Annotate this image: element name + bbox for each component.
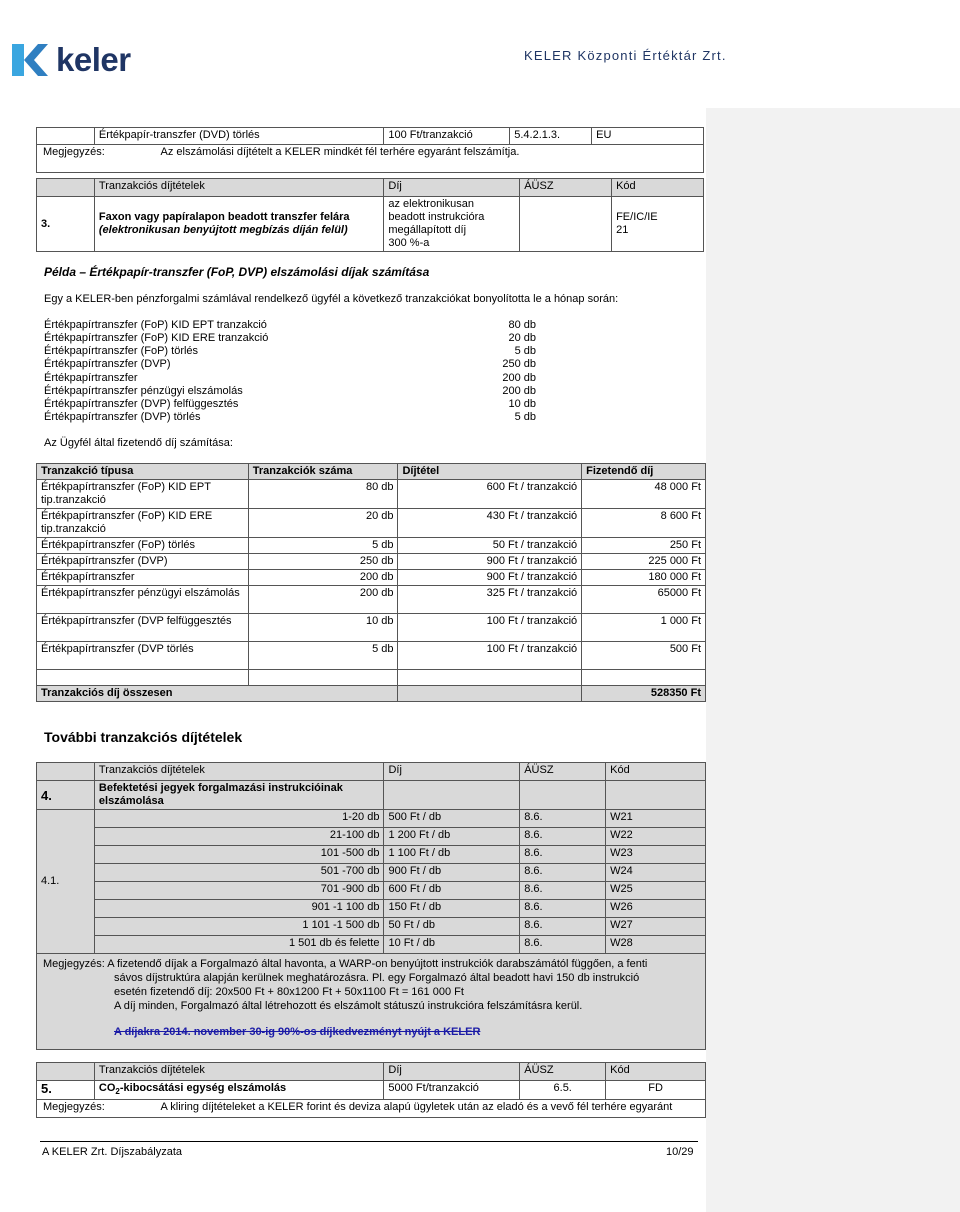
row-rate: 900 Ft / tranzakció — [398, 570, 582, 586]
t5-note — [37, 1100, 706, 1118]
tier-fee: 900 Ft / db — [384, 864, 520, 882]
row-count: 5 db — [248, 538, 398, 554]
list-item — [44, 372, 536, 385]
t3-number: 3. — [37, 197, 95, 252]
total-label: Tranzakciós díj összesen — [37, 686, 398, 702]
t4-note-line1: A fizetendő díjak a Forgalmazó által havonta, a WARP-on benyújtott instrukciók darabszámától függően, a fenti — [107, 958, 648, 970]
row-rate: 430 Ft / tranzakció — [398, 509, 582, 538]
table-row — [37, 554, 706, 570]
t5-name-suffix: -kibocsátási egység elszámolás — [119, 1082, 287, 1094]
row-rate: 100 Ft / tranzakció — [398, 614, 582, 642]
table-row — [37, 509, 706, 538]
footer-left: A KELER Zrt. Díjszabályzata — [42, 1146, 182, 1158]
t3-code — [612, 197, 704, 252]
tier-range: 901 -1 100 db — [94, 900, 384, 918]
logo-text: keler — [56, 41, 131, 78]
row-total: 1 000 Ft — [582, 614, 706, 642]
t4-note-label: Megjegyzés: — [43, 958, 105, 970]
t4-note-line3: esetén fizetendő díj: 20x500 Ft + 80x1200 Ft + 50x1100 Ft = 161 000 Ft — [114, 986, 464, 998]
t3-fee-line1: az elektronikusan — [388, 198, 474, 210]
tier-code: W22 — [606, 828, 706, 846]
table-row — [37, 918, 706, 936]
row-total: 180 000 Ft — [582, 570, 706, 586]
tier-range: 21-100 db — [94, 828, 384, 846]
tier-range: 501 -700 db — [94, 864, 384, 882]
keler-logo-icon — [8, 40, 48, 80]
table-row — [37, 936, 706, 954]
row-total: 8 600 Ft — [582, 509, 706, 538]
tier-code: W21 — [606, 810, 706, 828]
t4-sub-number: 4.1. — [37, 810, 95, 954]
calc-header-count: Tranzakciók száma — [248, 464, 398, 480]
row-count: 20 db — [248, 509, 398, 538]
t3-fee-line3: megállapított díj — [388, 224, 467, 236]
note-label: Megjegyzés: — [43, 146, 105, 158]
t4-header-ausz: ÁÜSZ — [520, 763, 606, 781]
t3-code-line2: 21 — [616, 224, 629, 236]
tier-range: 101 -500 db — [94, 846, 384, 864]
total-value: 528350 Ft — [582, 686, 706, 702]
t3-desc-line1: Faxon vagy papíralapon beadott transzfer felára — [98, 211, 350, 223]
t5-header-ausz: ÁÜSZ — [520, 1063, 606, 1081]
list-item-label: Értékpapírtranszfer (FoP) KID EPT tranzakció — [44, 319, 267, 331]
list-item-qty: 5 db — [514, 345, 536, 357]
list-item — [44, 398, 536, 411]
row-type: Értékpapírtranszfer pénzügyi elszámolás — [37, 586, 249, 614]
t3-header-ausz: ÁÜSZ — [520, 179, 612, 197]
table-row — [37, 846, 706, 864]
t3-ausz — [520, 197, 612, 252]
t4-note-line4: A díj minden, Forgalmazó által létrehozott és elszámolt státuszú instrukcióra felszámításra kerül. — [114, 1000, 583, 1012]
t5-header-fee: Díj — [384, 1063, 520, 1081]
row-rate: 600 Ft / tranzakció — [398, 480, 582, 509]
top-row-name: Értékpapír-transzfer (DVD) törlés — [94, 128, 383, 145]
list-item-label: Értékpapírtranszfer pénzügyi elszámolás — [44, 385, 243, 397]
t3-header-items: Tranzakciós díjtételek — [94, 179, 383, 197]
t5-header-code: Kód — [606, 1063, 706, 1081]
tier-code: W26 — [606, 900, 706, 918]
t3-description — [94, 197, 383, 252]
row-count: 200 db — [248, 570, 398, 586]
top-table — [36, 127, 704, 173]
tier-ausz: 8.6. — [520, 828, 606, 846]
table-3 — [36, 178, 704, 252]
margin-sidebar — [706, 108, 960, 1212]
row-rate: 100 Ft / tranzakció — [398, 642, 582, 670]
t3-fee-line2: beadott instrukcióra — [388, 211, 485, 223]
row-type: Értékpapírtranszfer (FoP) törlés — [37, 538, 249, 554]
tier-code: W24 — [606, 864, 706, 882]
t5-note-text: A kliring díjtételeket a KELER forint és deviza alapú ügyletek után az eladó és a vevő fél terhére egyaránt — [160, 1101, 673, 1114]
t4-header-fee: Díj — [384, 763, 520, 781]
total-row — [37, 686, 706, 702]
calc-header-total: Fizetendő díj — [582, 464, 706, 480]
list-item-qty: 20 db — [508, 332, 536, 344]
t4-note-strike: A díjakra 2014. november 30-ig 90%-os díjkedvezményt nyújt a KELER — [114, 1026, 481, 1038]
list-item — [44, 358, 536, 371]
footer-divider — [40, 1141, 698, 1142]
list-item — [44, 385, 536, 398]
t3-header-fee: Díj — [384, 179, 520, 197]
tier-code: W23 — [606, 846, 706, 864]
t5-code: FD — [606, 1081, 706, 1100]
further-title: További tranzakciós díjtételek — [44, 729, 243, 745]
row-type: Értékpapírtranszfer (DVP) — [37, 554, 249, 570]
top-row-ausz: 5.4.2.1.3. — [510, 128, 592, 145]
row-count: 5 db — [248, 642, 398, 670]
row-count: 80 db — [248, 480, 398, 509]
tier-ausz: 8.6. — [520, 936, 606, 954]
t4-title: Befektetési jegyek forgalmazási instrukcióinak elszámolása — [94, 781, 384, 810]
calc-header-rate: Díjtétel — [398, 464, 582, 480]
t3-fee — [384, 197, 520, 252]
t5-number: 5. — [37, 1081, 95, 1100]
table-row — [37, 480, 706, 509]
example-title: Példa – Értékpapír-transzfer (FoP, DVP) elszámolási díjak számítása — [44, 265, 430, 279]
list-item-label: Értékpapírtranszfer (DVP) — [44, 358, 171, 370]
row-count: 250 db — [248, 554, 398, 570]
list-item-label: Értékpapírtranszfer (DVP) törlés — [44, 411, 201, 423]
list-item — [44, 319, 536, 332]
tier-ausz: 8.6. — [520, 810, 606, 828]
tier-ausz: 8.6. — [520, 900, 606, 918]
keler-logo — [8, 40, 131, 80]
tier-fee: 600 Ft / db — [384, 882, 520, 900]
row-rate: 50 Ft / tranzakció — [398, 538, 582, 554]
row-type: Értékpapírtranszfer — [37, 570, 249, 586]
t4-note — [37, 954, 706, 1050]
table-row — [37, 586, 706, 614]
row-rate: 325 Ft / tranzakció — [398, 586, 582, 614]
footer-page-number: 10/29 — [666, 1146, 694, 1158]
table-4 — [36, 762, 706, 1050]
tier-range: 1 101 -1 500 db — [94, 918, 384, 936]
row-total: 48 000 Ft — [582, 480, 706, 509]
tier-range: 1 501 db és felette — [94, 936, 384, 954]
example-intro: Egy a KELER-ben pénzforgalmi számlával rendelkező ügyfél a következő tranzakciókat bonyolította le a hónap során: — [44, 293, 619, 305]
note-text: Az elszámolási díjtételt a KELER mindkét fél terhére egyaránt felszámítja. — [160, 146, 520, 158]
table-row — [37, 642, 706, 670]
row-rate: 900 Ft / tranzakció — [398, 554, 582, 570]
tier-code: W27 — [606, 918, 706, 936]
table-row — [37, 828, 706, 846]
top-row-fee: 100 Ft/tranzakció — [384, 128, 510, 145]
row-type: Értékpapírtranszfer (DVP felfüggesztés — [37, 614, 249, 642]
calc-title: Az Ügyfél által fizetendő díj számítása: — [44, 437, 233, 449]
list-item-label: Értékpapírtranszfer — [44, 372, 138, 384]
table-row — [37, 810, 706, 828]
tier-ausz: 8.6. — [520, 918, 606, 936]
list-item-label: Értékpapírtranszfer (FoP) KID ERE tranzakció — [44, 332, 269, 344]
t5-name — [94, 1081, 384, 1100]
t5-name-prefix: CO — [98, 1082, 116, 1094]
row-total: 500 Ft — [582, 642, 706, 670]
row-total: 225 000 Ft — [582, 554, 706, 570]
tier-ausz: 8.6. — [520, 846, 606, 864]
table-row — [37, 882, 706, 900]
list-item-qty: 5 db — [514, 411, 536, 423]
row-count: 10 db — [248, 614, 398, 642]
tier-range: 1-20 db — [94, 810, 384, 828]
t4-note-line2: sávos díjstruktúra alapján kerülnek meghatározásra. Pl. egy Forgalmazó által beadott havi 150 db instrukció — [114, 972, 640, 984]
top-note — [37, 145, 704, 173]
calc-header-type: Tranzakció típusa — [37, 464, 249, 480]
row-total: 250 Ft — [582, 538, 706, 554]
t4-header-code: Kód — [606, 763, 706, 781]
tier-fee: 1 200 Ft / db — [384, 828, 520, 846]
tier-fee: 500 Ft / db — [384, 810, 520, 828]
tier-ausz: 8.6. — [520, 864, 606, 882]
list-item-label: Értékpapírtranszfer (FoP) törlés — [44, 345, 199, 357]
list-item — [44, 332, 536, 345]
table-row — [37, 864, 706, 882]
tier-fee: 150 Ft / db — [384, 900, 520, 918]
list-item-qty: 250 db — [502, 358, 536, 370]
t5-fee: 5000 Ft/tranzakció — [384, 1081, 520, 1100]
list-item-qty: 200 db — [502, 372, 536, 384]
top-row-code: EU — [592, 128, 704, 145]
tier-fee: 10 Ft / db — [384, 936, 520, 954]
company-name: KELER Központi Értéktár Zrt. — [524, 48, 727, 63]
row-count: 200 db — [248, 586, 398, 614]
table-row — [37, 538, 706, 554]
row-type: Értékpapírtranszfer (FoP) KID EPT tip.tranzakció — [37, 480, 249, 509]
tier-fee: 50 Ft / db — [384, 918, 520, 936]
t4-number: 4. — [37, 781, 95, 810]
row-type: Értékpapírtranszfer (DVP törlés — [37, 642, 249, 670]
t4-header-items: Tranzakciós díjtételek — [94, 763, 384, 781]
table-row — [37, 570, 706, 586]
tier-ausz: 8.6. — [520, 882, 606, 900]
list-item-qty: 80 db — [508, 319, 536, 331]
t3-code-line1: FE/IC/IE — [616, 211, 658, 223]
empty-row — [37, 670, 706, 686]
table-5 — [36, 1062, 706, 1118]
row-total: 65000 Ft — [582, 586, 706, 614]
t5-name-sub: 2 — [115, 1087, 120, 1097]
t5-ausz: 6.5. — [520, 1081, 606, 1100]
table-row — [37, 900, 706, 918]
tier-code: W25 — [606, 882, 706, 900]
t5-header-items: Tranzakciós díjtételek — [94, 1063, 384, 1081]
row-type: Értékpapírtranszfer (FoP) KID ERE tip.tranzakció — [37, 509, 249, 538]
tier-code: W28 — [606, 936, 706, 954]
list-item — [44, 411, 536, 424]
t3-desc-line2: (elektronikusan benyújtott megbízás díján felül) — [98, 224, 348, 236]
t5-note-label: Megjegyzés: — [43, 1101, 105, 1114]
t3-fee-line4: 300 %-a — [388, 237, 430, 249]
tier-fee: 1 100 Ft / db — [384, 846, 520, 864]
list-item-qty: 10 db — [508, 398, 536, 410]
table-row — [37, 614, 706, 642]
list-item — [44, 345, 536, 358]
t3-header-code: Kód — [612, 179, 704, 197]
calc-table — [36, 463, 706, 702]
tier-range: 701 -900 db — [94, 882, 384, 900]
list-item-label: Értékpapírtranszfer (DVP) felfüggesztés — [44, 398, 239, 410]
list-item-qty: 200 db — [502, 385, 536, 397]
